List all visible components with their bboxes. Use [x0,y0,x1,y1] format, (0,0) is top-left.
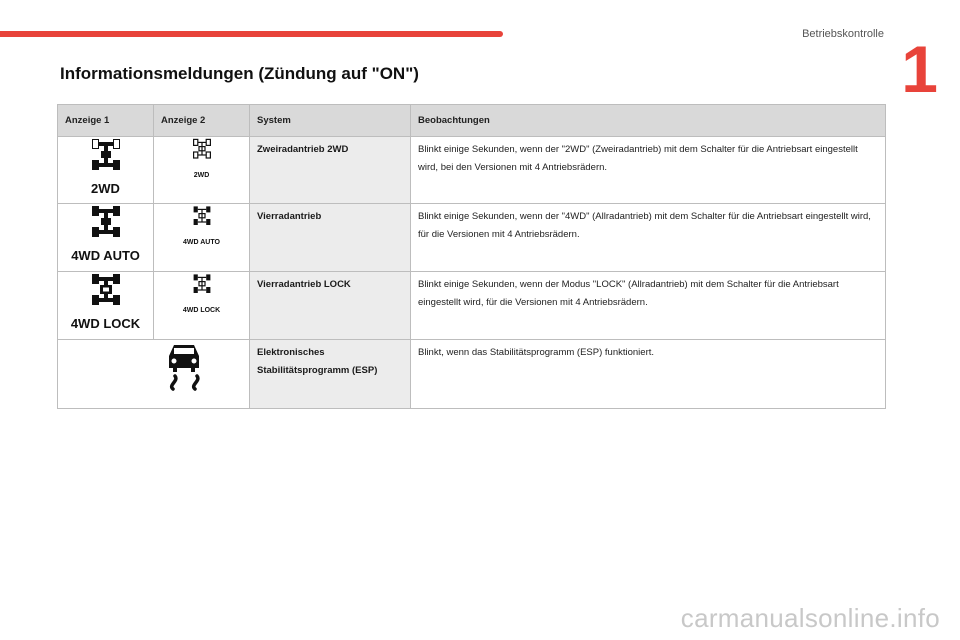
table-row [58,340,886,409]
drivetrain-4wd-auto-icon [193,205,211,227]
esp-skid-car-icon [165,341,211,393]
col-header-anzeige-1: Anzeige 1 [58,105,154,137]
anzeige-2-cell [154,204,250,272]
accent-bar [0,31,503,37]
col-header-system: System [250,105,411,137]
anzeige-esp-cell [58,340,250,409]
observation-cell: Blinkt einige Sekunden, wenn der Modus "LOCK" (Allradantrieb) mit dem Schalter für die Antriebsart eingestellt wird, für die Versionen mit 4 Antriebsrädern. [411,272,886,340]
system-cell [250,340,411,409]
system-cell: Vierradantrieb [250,204,411,272]
watermark: carmanualsonline.info [680,603,940,633]
page-title: Informationsmeldungen (Zündung auf "ON") [60,64,419,83]
table-row [58,204,886,272]
drivetrain-4wd-lock-icon [193,273,211,295]
col-header-beobachtungen: Beobachtungen [411,105,886,137]
system-line-1: Elektronisches [257,347,325,358]
anzeige-1-cell [58,137,154,204]
table-row [58,137,886,204]
drivetrain-4wd-lock-icon [91,273,121,307]
system-cell: Zweiradantrieb 2WD [250,137,411,204]
table-header-row [58,105,886,137]
anzeige-1-cell [58,272,154,340]
system-line-2: Stabilitätsprogramm (ESP) [257,365,378,376]
system-cell: Vierradantrieb LOCK [250,272,411,340]
icon-label: 2WD [193,172,210,179]
anzeige-2-cell [154,272,250,340]
icon-label: 4WD AUTO [183,239,220,246]
col-header-anzeige-2: Anzeige 2 [154,105,250,137]
anzeige-1-cell [58,204,154,272]
icon-label: 4WD LOCK [70,316,141,331]
drivetrain-2wd-icon [91,138,121,172]
icon-label: 2WD [91,181,120,196]
anzeige-2-cell [154,137,250,204]
info-table [57,104,886,409]
chapter-number: 1 [901,32,938,106]
observation-cell: Blinkt einige Sekunden, wenn der "4WD" (Allradantrieb) mit dem Schalter für die Antriebsart eingestellt wird, für die Versionen mit 4 Antriebsrädern. [411,204,886,272]
observation-cell: Blinkt einige Sekunden, wenn der "2WD" (Zweiradantrieb) mit dem Schalter für die Antriebsart eingestellt wird, bei den Versionen mit 4 Antriebsrädern. [411,137,886,204]
drivetrain-4wd-auto-icon [91,205,121,239]
drivetrain-2wd-icon [193,138,211,160]
section-name: Betriebskontrolle [802,28,884,40]
observation-cell: Blinkt, wenn das Stabilitätsprogramm (ESP) funktioniert. [411,340,886,409]
table-row [58,272,886,340]
icon-label: 4WD AUTO [71,248,140,263]
icon-label: 4WD LOCK [182,307,221,314]
